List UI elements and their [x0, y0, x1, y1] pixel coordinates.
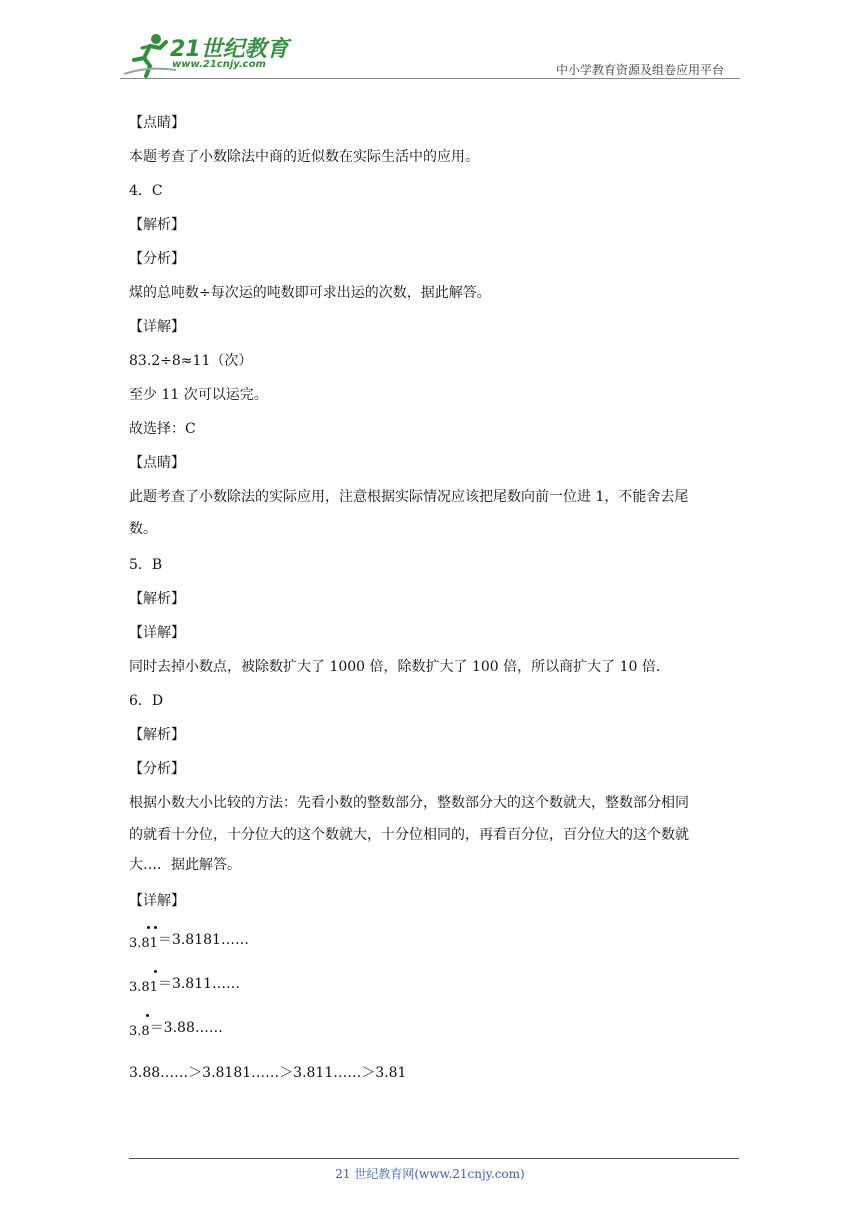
recurring-dot-icon	[154, 970, 157, 973]
recurring-decimal	[129, 962, 158, 1007]
section-label-dianjing: 【点睛】	[129, 455, 185, 471]
recurring-number: 3.81	[129, 980, 158, 995]
header-platform-title: 中小学教育资源及组卷应用平台	[555, 63, 724, 77]
recurring-dot-icon	[154, 926, 157, 929]
question-number: 5．B	[129, 557, 163, 573]
recurring-decimal-line	[129, 962, 737, 1006]
section-label-fenxi: 【分析】	[129, 761, 185, 777]
site-logo[interactable]	[120, 30, 300, 80]
text-line: 至少 11 次可以运完。	[129, 387, 268, 403]
footer-site-link[interactable]: 21 世纪教育网(www.21cnjy.com)	[335, 1167, 525, 1181]
page-header	[120, 30, 740, 82]
text-line: 同时去掉小数点，被除数扩大了 1000 倍，除数扩大了 100 倍，所以商扩大了 10 倍.	[129, 659, 661, 675]
recurring-dot-icon	[146, 1014, 149, 1017]
formula-line: 83.2÷8≈11（次）	[129, 353, 253, 369]
text-line: 煤的总吨数÷每次运的吨数即可求出运的次数，据此解答。	[129, 285, 491, 301]
section-label-jiexi: 【解析】	[129, 727, 185, 743]
header-divider	[120, 78, 740, 79]
recurring-expansion: ＝3.88……	[149, 1020, 223, 1036]
section-label-xiangjie: 【详解】	[129, 893, 185, 909]
recurring-number: 3.8	[129, 1024, 150, 1039]
answer-choice-line: 故选择：C	[129, 421, 196, 437]
text-line-continued: 数。	[129, 521, 157, 537]
logo-url-text: www.21cnjy.com	[172, 59, 266, 70]
text-line-continued: 的就看十分位，十分位大的这个数就大，十分位相同的，再看百分位，百分位大的这个数就	[129, 827, 689, 843]
recurring-decimal	[129, 1006, 150, 1051]
text-line-continued: 大…．据此解答。	[129, 857, 241, 873]
footer-divider	[129, 1158, 739, 1159]
recurring-decimal-line	[129, 1006, 737, 1050]
recurring-expansion: ＝3.8181……	[157, 932, 249, 948]
recurring-number: 3.81	[129, 936, 158, 951]
section-label-xiangjie: 【详解】	[129, 625, 185, 641]
section-label-dianjing: 【点睛】	[129, 115, 185, 131]
section-label-jiexi: 【解析】	[129, 217, 185, 233]
recurring-dot-icon	[147, 926, 150, 929]
text-line: 根据小数大小比较的方法：先看小数的整数部分，整数部分大的这个数就大，整数部分相同	[129, 795, 689, 811]
comparison-line: 3.88……＞3.8181……＞3.811……＞3.81	[129, 1065, 407, 1081]
section-label-fenxi: 【分析】	[129, 251, 185, 267]
question-number: 4．C	[129, 183, 163, 199]
runner-logo-icon	[120, 30, 176, 80]
section-label-jiexi: 【解析】	[129, 591, 185, 607]
text-line: 本题考查了小数除法中商的近似数在实际生活中的应用。	[129, 149, 479, 165]
recurring-expansion: ＝3.811……	[157, 976, 241, 992]
question-number: 6．D	[129, 693, 164, 709]
section-label-xiangjie: 【详解】	[129, 319, 185, 335]
recurring-decimal	[129, 918, 158, 963]
text-line: 此题考查了小数除法的实际应用，注意根据实际情况应该把尾数向前一位进 1，不能舍去尾	[129, 489, 689, 505]
answer-content	[129, 106, 737, 1090]
recurring-decimal-line	[129, 918, 737, 962]
logo-brand-text: 21世纪教育	[170, 37, 289, 62]
